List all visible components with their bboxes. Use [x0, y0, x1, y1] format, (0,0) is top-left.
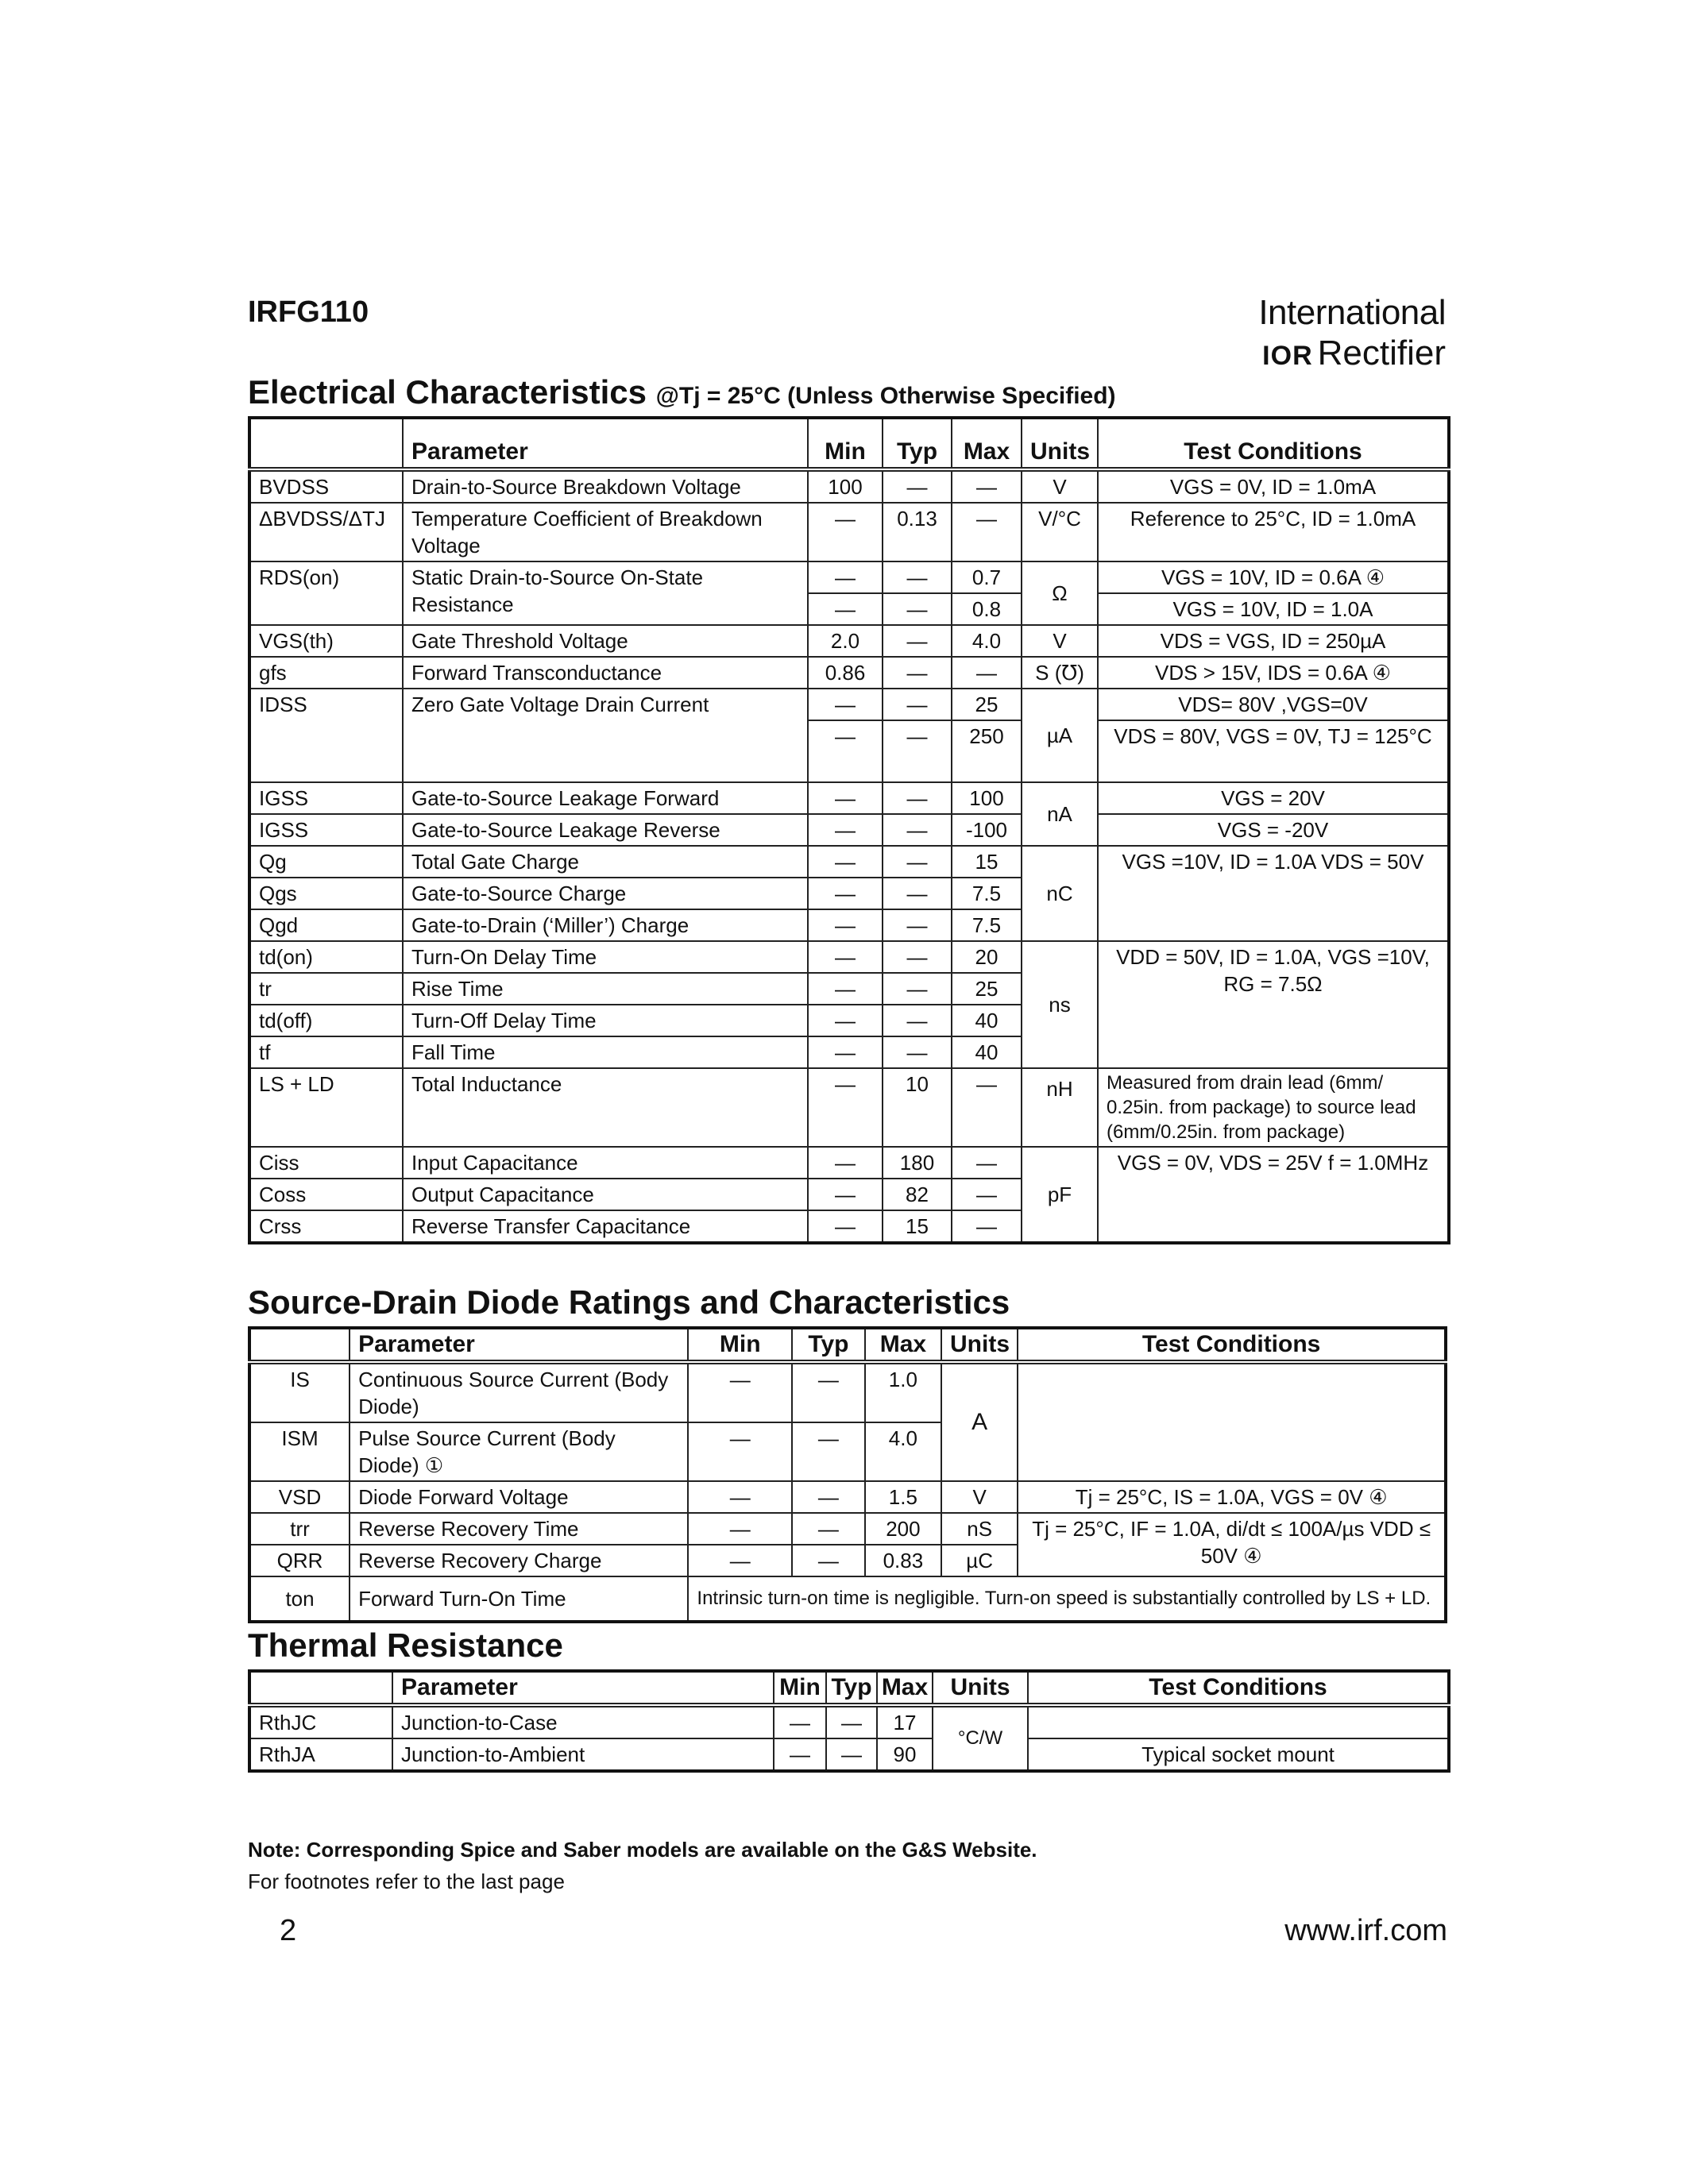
parameter-cell: Total Inductance [403, 1068, 808, 1147]
thermal-resistance-table [248, 1669, 1450, 1773]
units-cell: V/°C [1022, 503, 1098, 561]
max-cell: 40 [952, 1036, 1022, 1068]
symbol-cell: Qgd [249, 909, 403, 941]
symbol-cell: VGS(th) [249, 625, 403, 657]
max-cell: — [952, 1147, 1022, 1179]
table-row [249, 625, 1449, 657]
parameter-cell: Static Drain-to-Source On-State Resistance [403, 561, 808, 625]
header-cell: Units [933, 1671, 1028, 1705]
table-row [249, 1513, 1446, 1545]
table-row [249, 846, 1449, 878]
conditions-cell: Measured from drain lead (6mm/ 0.25in. from package) to source lead (6mm/0.25in. from package) [1098, 1068, 1449, 1147]
header-cell: Min [774, 1671, 826, 1705]
units-cell: °C/W [933, 1705, 1028, 1771]
company-logo [1247, 292, 1446, 376]
table-row [249, 782, 1449, 814]
table-row [249, 1068, 1449, 1147]
units-cell: nS [941, 1513, 1018, 1545]
logo-line1: International [1258, 293, 1446, 332]
table-row [249, 814, 1449, 846]
max-cell: 1.5 [865, 1481, 941, 1513]
header-cell: Typ [883, 418, 952, 469]
min-cell: — [688, 1545, 792, 1576]
typ-cell: — [883, 625, 952, 657]
symbol-cell: gfs [249, 657, 403, 689]
conditions-cell [1018, 1362, 1446, 1481]
typ-cell: — [883, 593, 952, 625]
min-cell: — [808, 909, 883, 941]
units-cell: pF [1022, 1147, 1098, 1243]
typ-cell: — [883, 1005, 952, 1036]
max-cell: -100 [952, 814, 1022, 846]
max-cell: 7.5 [952, 878, 1022, 909]
min-cell: — [774, 1738, 826, 1771]
symbol-cell: RDS(on) [249, 561, 403, 625]
header-cell: Test Conditions [1028, 1671, 1449, 1705]
parameter-cell: Zero Gate Voltage Drain Current [403, 689, 808, 782]
header-cell: Typ [826, 1671, 877, 1705]
symbol-cell: RthJA [249, 1738, 392, 1771]
header-cell: Max [877, 1671, 933, 1705]
min-cell: — [774, 1705, 826, 1738]
min-cell: — [808, 1210, 883, 1243]
typ-cell: — [792, 1422, 865, 1481]
max-cell: — [952, 1210, 1022, 1243]
parameter-cell: Forward Turn-On Time [350, 1576, 688, 1622]
typ-cell: — [826, 1705, 877, 1738]
parameter-cell: Rise Time [403, 973, 808, 1005]
header-cell: Parameter [350, 1328, 688, 1362]
header-cell: Units [1022, 418, 1098, 469]
header-cell [249, 1328, 350, 1362]
typ-cell: — [883, 878, 952, 909]
parameter-cell: Continuous Source Current (Body Diode) [350, 1362, 688, 1422]
units-cell: A [941, 1362, 1018, 1481]
max-cell: 7.5 [952, 909, 1022, 941]
symbol-cell: LS + LD [249, 1068, 403, 1147]
table-row [249, 657, 1449, 689]
units-cell: nC [1022, 846, 1098, 941]
parameter-cell: Gate-to-Source Leakage Reverse [403, 814, 808, 846]
parameter-cell: Reverse Recovery Time [350, 1513, 688, 1545]
typ-cell: 0.13 [883, 503, 952, 561]
symbol-cell: QRR [249, 1545, 350, 1576]
ec-title: Electrical Characteristics [248, 373, 647, 411]
max-cell: — [952, 1179, 1022, 1210]
max-cell: 1.0 [865, 1362, 941, 1422]
website-link[interactable]: www.irf.com [1284, 1914, 1447, 1947]
conditions-cell: VGS = 0V, VDS = 25V f = 1.0MHz [1098, 1147, 1449, 1243]
sd-title: Source-Drain Diode Ratings and Characteristics [248, 1283, 1010, 1321]
footnote-reference: For footnotes refer to the last page [248, 1870, 565, 1893]
symbol-cell: tr [249, 973, 403, 1005]
typ-cell: — [883, 909, 952, 941]
conditions-cell: VDS= 80V ,VGS=0V [1098, 689, 1449, 720]
parameter-cell: Turn-Off Delay Time [403, 1005, 808, 1036]
units-cell: Ω [1022, 561, 1098, 625]
parameter-cell: Junction-to-Ambient [392, 1738, 774, 1771]
symbol-cell: Qg [249, 846, 403, 878]
units-cell: ns [1022, 941, 1098, 1068]
page-number: 2 [280, 1914, 297, 1947]
max-cell: 90 [877, 1738, 933, 1771]
max-cell: — [952, 657, 1022, 689]
typ-cell: — [792, 1545, 865, 1576]
max-cell: 0.83 [865, 1545, 941, 1576]
min-cell: — [808, 1036, 883, 1068]
parameter-cell: Total Gate Charge [403, 846, 808, 878]
conditions-cell: VDS = VGS, ID = 250µA [1098, 625, 1449, 657]
units-cell: µA [1022, 689, 1098, 782]
typ-cell: 180 [883, 1147, 952, 1179]
max-cell: — [952, 1068, 1022, 1147]
table-header-row [249, 1671, 1449, 1705]
source-drain-diode-table [248, 1326, 1447, 1623]
max-cell: 0.8 [952, 593, 1022, 625]
conditions-cell: Tj = 25°C, IF = 1.0A, di/dt ≤ 100A/µs VDD ≤ 50V ④ [1018, 1513, 1446, 1576]
typ-cell: — [883, 941, 952, 973]
symbol-cell: Qgs [249, 878, 403, 909]
min-cell: — [808, 878, 883, 909]
logo-line2: Rectifier [1317, 334, 1446, 372]
header-cell: Test Conditions [1018, 1328, 1446, 1362]
logo-mark: IOR [1262, 341, 1313, 371]
units-cell: nA [1022, 782, 1098, 846]
table-row [249, 1576, 1446, 1622]
max-cell: 17 [877, 1705, 933, 1738]
max-cell: 250 [952, 720, 1022, 782]
header-cell: Max [865, 1328, 941, 1362]
typ-cell: — [883, 689, 952, 720]
units-cell: µC [941, 1545, 1018, 1576]
min-cell: 0.86 [808, 657, 883, 689]
table-row [249, 1147, 1449, 1179]
table-row [249, 1738, 1449, 1771]
ton-description-cell: Intrinsic turn-on time is negligible. Turn-on speed is substantially controlled by LS + LD. [688, 1576, 1446, 1622]
units-cell: V [1022, 625, 1098, 657]
max-cell: 100 [952, 782, 1022, 814]
typ-cell: — [792, 1362, 865, 1422]
table-row [249, 469, 1449, 503]
ec-section-title [248, 373, 1116, 411]
parameter-cell: Temperature Coefficient of Breakdown Voltage [403, 503, 808, 561]
parameter-cell: Gate-to-Drain (‘Miller’) Charge [403, 909, 808, 941]
max-cell: 20 [952, 941, 1022, 973]
min-cell: — [808, 1068, 883, 1147]
units-cell: S (℧) [1022, 657, 1098, 689]
max-cell: 0.7 [952, 561, 1022, 593]
units-cell: V [1022, 469, 1098, 503]
symbol-cell: VSD [249, 1481, 350, 1513]
min-cell: — [808, 973, 883, 1005]
conditions-cell: VDS = 80V, VGS = 0V, TJ = 125°C [1098, 720, 1449, 782]
table-row [249, 941, 1449, 973]
min-cell: — [808, 1147, 883, 1179]
max-cell: 15 [952, 846, 1022, 878]
parameter-cell: Junction-to-Case [392, 1705, 774, 1738]
typ-cell: — [883, 657, 952, 689]
units-cell: nH [1022, 1068, 1098, 1147]
header-cell [249, 418, 403, 469]
conditions-cell: VGS =10V, ID = 1.0A VDS = 50V [1098, 846, 1449, 941]
min-cell: — [808, 561, 883, 593]
header-cell [249, 1671, 392, 1705]
conditions-cell: Typical socket mount [1028, 1738, 1449, 1771]
max-cell: — [952, 503, 1022, 561]
typ-cell: 10 [883, 1068, 952, 1147]
max-cell: 25 [952, 689, 1022, 720]
header-cell: Min [688, 1328, 792, 1362]
conditions-cell: VDS > 15V, IDS = 0.6A ④ [1098, 657, 1449, 689]
min-cell: — [808, 846, 883, 878]
typ-cell: 82 [883, 1179, 952, 1210]
symbol-cell: Crss [249, 1210, 403, 1243]
parameter-cell: Input Capacitance [403, 1147, 808, 1179]
typ-cell: — [792, 1481, 865, 1513]
min-cell: — [808, 1005, 883, 1036]
ec-subtitle: @Tj = 25°C (Unless Otherwise Specified) [655, 383, 1116, 409]
symbol-cell: IGSS [249, 814, 403, 846]
conditions-cell: VGS = 10V, ID = 0.6A ④ [1098, 561, 1449, 593]
min-cell: — [808, 720, 883, 782]
min-cell: 100 [808, 469, 883, 503]
min-cell: — [808, 941, 883, 973]
min-cell: 2.0 [808, 625, 883, 657]
conditions-cell: Tj = 25°C, IS = 1.0A, VGS = 0V ④ [1018, 1481, 1446, 1513]
conditions-cell: VGS = 0V, ID = 1.0mA [1098, 469, 1449, 503]
header-cell: Test Conditions [1098, 418, 1449, 469]
typ-cell: 15 [883, 1210, 952, 1243]
min-cell: — [808, 782, 883, 814]
parameter-cell: Gate-to-Source Leakage Forward [403, 782, 808, 814]
typ-cell: — [883, 782, 952, 814]
parameter-cell: Gate-to-Source Charge [403, 878, 808, 909]
symbol-cell: Coss [249, 1179, 403, 1210]
units-cell: V [941, 1481, 1018, 1513]
parameter-cell: Diode Forward Voltage [350, 1481, 688, 1513]
header-cell: Parameter [403, 418, 808, 469]
electrical-characteristics-table [248, 416, 1450, 1244]
min-cell: — [688, 1362, 792, 1422]
min-cell: — [808, 1179, 883, 1210]
conditions-cell: Reference to 25°C, ID = 1.0mA [1098, 503, 1449, 561]
min-cell: — [808, 689, 883, 720]
table-row [249, 1481, 1446, 1513]
min-cell: — [688, 1513, 792, 1545]
max-cell: 40 [952, 1005, 1022, 1036]
symbol-cell: td(on) [249, 941, 403, 973]
max-cell: 200 [865, 1513, 941, 1545]
parameter-cell: Forward Transconductance [403, 657, 808, 689]
min-cell: — [808, 593, 883, 625]
typ-cell: — [826, 1738, 877, 1771]
header-cell: Parameter [392, 1671, 774, 1705]
symbol-cell: IS [249, 1362, 350, 1422]
conditions-cell: VGS = -20V [1098, 814, 1449, 846]
symbol-cell: IDSS [249, 689, 403, 782]
table-row [249, 503, 1449, 561]
max-cell: 4.0 [865, 1422, 941, 1481]
thermal-title: Thermal Resistance [248, 1626, 563, 1664]
max-cell: 25 [952, 973, 1022, 1005]
symbol-cell: trr [249, 1513, 350, 1545]
typ-cell: — [883, 814, 952, 846]
table-row [249, 1705, 1449, 1738]
min-cell: — [808, 814, 883, 846]
parameter-cell: Pulse Source Current (Body Diode) ① [350, 1422, 688, 1481]
max-cell: 4.0 [952, 625, 1022, 657]
header-cell: Min [808, 418, 883, 469]
symbol-cell: IGSS [249, 782, 403, 814]
symbol-cell: ton [249, 1576, 350, 1622]
header-cell: Typ [792, 1328, 865, 1362]
table-header-row [249, 1328, 1446, 1362]
min-cell: — [688, 1422, 792, 1481]
symbol-cell: RthJC [249, 1705, 392, 1738]
parameter-cell: Gate Threshold Voltage [403, 625, 808, 657]
conditions-cell: VDD = 50V, ID = 1.0A, VGS =10V, RG = 7.5Ω [1098, 941, 1449, 1068]
header-cell: Units [941, 1328, 1018, 1362]
typ-cell: — [883, 469, 952, 503]
symbol-cell: td(off) [249, 1005, 403, 1036]
parameter-cell: Fall Time [403, 1036, 808, 1068]
conditions-cell: VGS = 10V, ID = 1.0A [1098, 593, 1449, 625]
header-cell: Max [952, 418, 1022, 469]
symbol-cell: ΔBVDSS/ΔTJ [249, 503, 403, 561]
conditions-cell [1028, 1705, 1449, 1738]
table-row [249, 561, 1449, 593]
symbol-cell: tf [249, 1036, 403, 1068]
table-row [249, 689, 1449, 720]
typ-cell: — [883, 561, 952, 593]
parameter-cell: Turn-On Delay Time [403, 941, 808, 973]
symbol-cell: ISM [249, 1422, 350, 1481]
spice-note: Note: Corresponding Spice and Saber models are available on the G&S Website. [248, 1838, 1037, 1862]
min-cell: — [688, 1481, 792, 1513]
parameter-cell: Reverse Recovery Charge [350, 1545, 688, 1576]
typ-cell: — [883, 720, 952, 782]
table-header-row [249, 418, 1449, 469]
conditions-cell: VGS = 20V [1098, 782, 1449, 814]
symbol-cell: BVDSS [249, 469, 403, 503]
typ-cell: — [883, 973, 952, 1005]
parameter-cell: Drain-to-Source Breakdown Voltage [403, 469, 808, 503]
max-cell: — [952, 469, 1022, 503]
symbol-cell: Ciss [249, 1147, 403, 1179]
parameter-cell: Output Capacitance [403, 1179, 808, 1210]
typ-cell: — [883, 846, 952, 878]
typ-cell: — [883, 1036, 952, 1068]
parameter-cell: Reverse Transfer Capacitance [403, 1210, 808, 1243]
min-cell: — [808, 503, 883, 561]
table-row [249, 1362, 1446, 1422]
part-number: IRFG110 [248, 295, 369, 329]
typ-cell: — [792, 1513, 865, 1545]
